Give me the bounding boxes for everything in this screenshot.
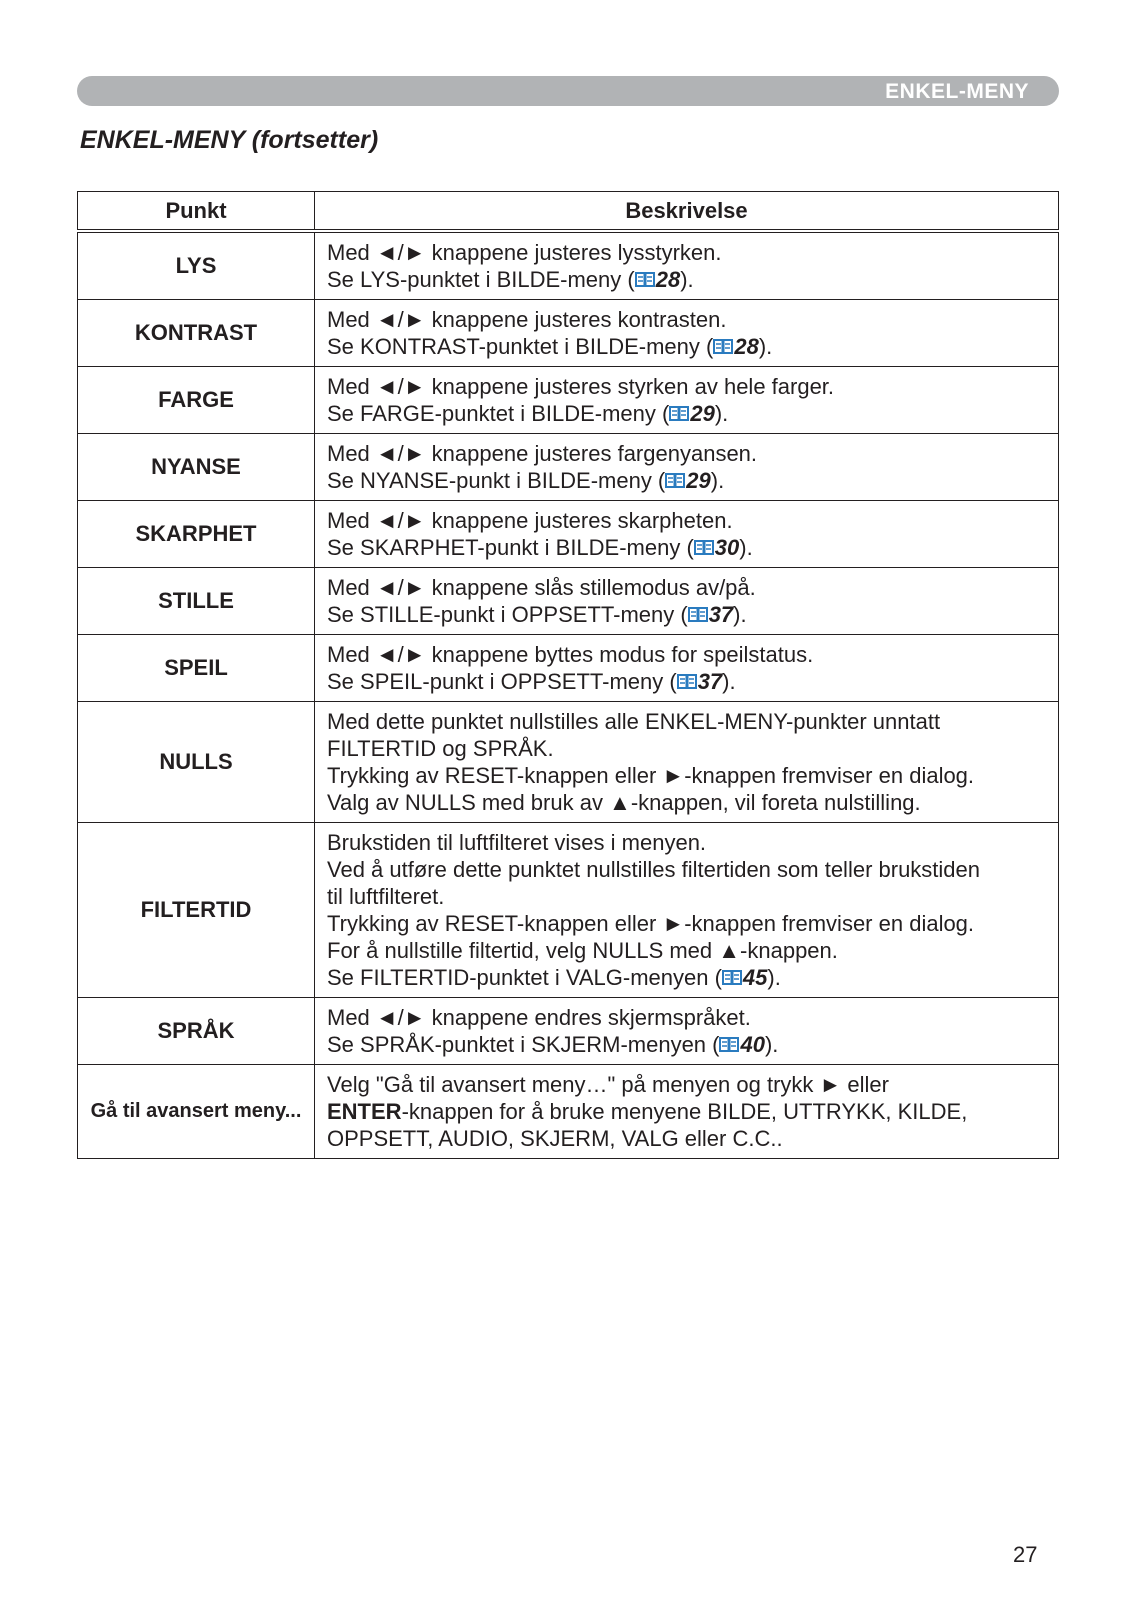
- book-icon: [635, 272, 655, 288]
- item-description: [315, 1065, 1059, 1159]
- table-row: [78, 501, 1059, 568]
- item-label: NYANSE: [78, 434, 315, 501]
- item-label: [78, 1065, 315, 1159]
- table-row-sprak: [78, 998, 1059, 1065]
- page-number-ref: 28: [734, 334, 759, 359]
- item-description: [315, 367, 1059, 434]
- book-icon: [694, 540, 714, 556]
- page-reference: Se LYS-punktet i BILDE-meny ( 28).: [327, 267, 694, 292]
- description-line: Med ◄/► knappene justeres skarpheten.: [327, 508, 733, 533]
- description-line: OPPSETT, AUDIO, SKJERM, VALG eller C.C..: [327, 1126, 783, 1151]
- book-icon: [669, 406, 689, 422]
- page-number-ref: 40: [740, 1032, 765, 1057]
- table-row-filtertid: [78, 823, 1059, 998]
- table-row-advanced-menu: [78, 1065, 1059, 1159]
- description-line: Trykking av RESET-knappen eller ►-knappen fremviser en dialog.: [327, 763, 975, 788]
- book-icon: [688, 607, 708, 623]
- item-description: [315, 998, 1059, 1065]
- item-label: STILLE: [78, 568, 315, 635]
- description-line: Med ◄/► knappene justeres kontrasten.: [327, 307, 727, 332]
- item-label: LYS: [78, 231, 315, 300]
- table-row: [78, 300, 1059, 367]
- item-description: [315, 568, 1059, 635]
- page-reference: Se KONTRAST-punktet i BILDE-meny ( 28).: [327, 334, 773, 359]
- page-reference: Se STILLE-punkt i OPPSETT-meny ( 37).: [327, 602, 747, 627]
- description-line: Med ◄/► knappene justeres styrken av hele farger.: [327, 374, 835, 399]
- description-line: For å nullstille filtertid, velg NULLS med ▲-knappen.: [327, 938, 838, 963]
- description-line: Trykking av RESET-knappen eller ►-knappen fremviser en dialog.: [327, 911, 975, 936]
- page-number-ref: 37: [708, 602, 734, 627]
- item-label: FILTERTID: [78, 823, 315, 998]
- page-number-ref: 37: [697, 669, 723, 694]
- item-label: KONTRAST: [78, 300, 315, 367]
- item-label-line: avansert meny...: [146, 1100, 302, 1122]
- page-reference: Se FARGE-punktet i BILDE-meny ( 29).: [327, 401, 729, 426]
- description-line: til luftfilteret.: [327, 884, 445, 909]
- item-description: [315, 501, 1059, 568]
- page-number-ref: 29: [690, 401, 715, 426]
- page-number-ref: 45: [742, 965, 768, 990]
- description-line: Ved å utføre dette punktet nullstilles filtertiden som teller brukstiden: [327, 857, 981, 882]
- table-header-row: [78, 192, 1059, 232]
- book-icon: [722, 970, 742, 986]
- page-number-ref: 28: [655, 267, 681, 292]
- section-header-label: ENKEL-MENY: [885, 80, 1029, 103]
- menu-table: [77, 191, 1059, 1159]
- description-line: Velg "Gå til avansert meny…" på menyen og trykk ► eller: [327, 1072, 889, 1097]
- page-reference: Se SKARPHET-punkt i BILDE-meny ( 30).: [327, 535, 753, 560]
- page-number-ref: 30: [714, 535, 740, 560]
- book-icon: [677, 674, 697, 690]
- page-number: 27: [1013, 1542, 1038, 1567]
- description-line: Med ◄/► knappene byttes modus for speilstatus.: [327, 642, 814, 667]
- description-line: Valg av NULLS med bruk av ▲-knappen, vil foreta nulstilling.: [327, 790, 921, 815]
- column-header-description: Beskrivelse: [315, 192, 1059, 232]
- page-reference: Se SPRÅK-punktet i SKJERM-menyen ( 40).: [327, 1032, 779, 1057]
- item-description: [315, 434, 1059, 501]
- description-line: Med ◄/► knappene slås stillemodus av/på.: [327, 575, 756, 600]
- book-icon: [719, 1037, 739, 1053]
- page-reference: Se FILTERTID-punktet i VALG-menyen ( 45).: [327, 965, 781, 990]
- item-description: [315, 300, 1059, 367]
- page-number-ref: 29: [686, 468, 711, 493]
- description-line: Med ◄/► knappene justeres fargenyansen.: [327, 441, 758, 466]
- table-row: [78, 367, 1059, 434]
- item-label-line: Gå til: [90, 1100, 141, 1122]
- item-description: [315, 231, 1059, 300]
- description-line: Med ◄/► knappene endres skjermspråket.: [327, 1005, 751, 1030]
- description-line: Med dette punktet nullstilles alle ENKEL-MENY-punkter unntatt: [327, 709, 941, 734]
- item-label: SKARPHET: [78, 501, 315, 568]
- description-line: FILTERTID og SPRÅK.: [327, 736, 554, 761]
- page-reference: Se SPEIL-punkt i OPPSETT-meny ( 37).: [327, 669, 736, 694]
- enter-keyword: ENTER: [327, 1099, 402, 1124]
- page-reference: Se NYANSE-punkt i BILDE-meny ( 29).: [327, 468, 725, 493]
- section-header-bar: [77, 76, 1059, 106]
- item-label: NULLS: [78, 702, 315, 823]
- table-row-nulls: [78, 702, 1059, 823]
- item-label: FARGE: [78, 367, 315, 434]
- description-line: Med ◄/► knappene justeres lysstyrken.: [327, 240, 722, 265]
- item-label: SPRÅK: [78, 998, 315, 1065]
- table-row: [78, 635, 1059, 702]
- table-row: [78, 434, 1059, 501]
- item-description: [315, 635, 1059, 702]
- item-label: SPEIL: [78, 635, 315, 702]
- book-icon: [665, 473, 685, 489]
- table-row: [78, 231, 1059, 300]
- description-line: Brukstiden til luftfilteret vises i menyen.: [327, 830, 707, 855]
- item-description: [315, 702, 1059, 823]
- column-header-item: Punkt: [78, 192, 315, 232]
- book-icon: [713, 339, 733, 355]
- table-row: [78, 568, 1059, 635]
- description-line: ENTER-knappen for å bruke menyene BILDE, UTTRYKK, KILDE,: [327, 1099, 968, 1124]
- page-title: ENKEL-MENY (fortsetter): [80, 126, 379, 154]
- item-description: [315, 823, 1059, 998]
